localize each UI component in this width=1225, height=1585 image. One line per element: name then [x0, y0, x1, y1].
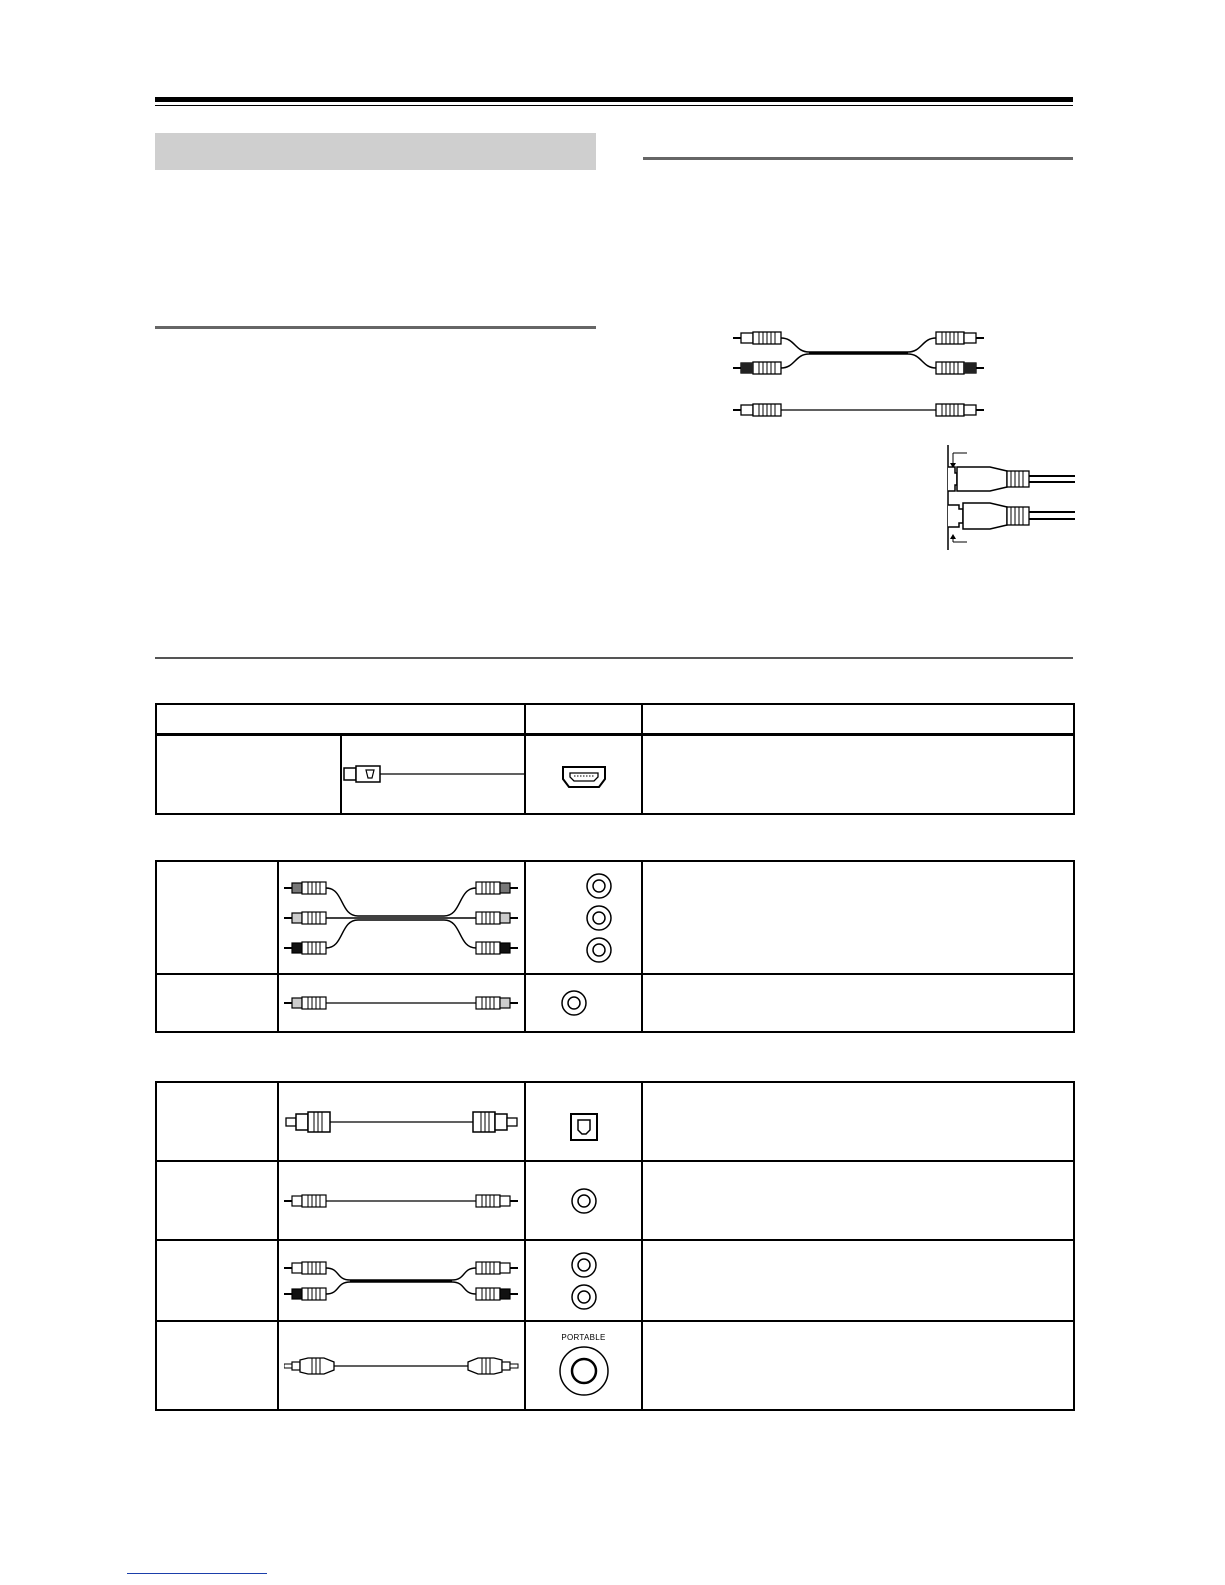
left-section-rule	[155, 326, 596, 329]
header-cell-description	[642, 704, 1074, 735]
header-rule	[155, 97, 1073, 102]
section-heading-bar	[155, 133, 596, 170]
header-cell-jack	[525, 704, 642, 735]
table-row	[156, 1161, 1074, 1240]
video-connections-table	[155, 703, 1075, 815]
cable-name-cell	[156, 735, 341, 814]
table-row	[156, 1082, 1074, 1161]
cable-name-cell	[156, 1161, 278, 1240]
right-section-rule	[643, 157, 1073, 160]
description-cell	[642, 1240, 1074, 1321]
cable-name-cell	[156, 861, 278, 974]
analog-video-table	[155, 860, 1075, 1033]
description-cell	[642, 861, 1074, 974]
minijack-cable-icon	[284, 1354, 519, 1378]
rca-cables-illustration	[733, 328, 988, 423]
cable-image-cell	[278, 974, 525, 1032]
cable-image-cell	[278, 861, 525, 974]
cable-name-cell	[156, 1240, 278, 1321]
cable-name-cell	[156, 1082, 278, 1161]
table-row	[156, 1321, 1074, 1410]
description-cell	[642, 974, 1074, 1032]
description-cell	[642, 735, 1074, 814]
jack-image-cell	[525, 735, 642, 814]
analog-cable-icon	[284, 1256, 519, 1306]
table-row	[156, 974, 1074, 1032]
table-row	[156, 735, 1074, 814]
description-cell	[642, 1321, 1074, 1410]
plug-insertion-illustration	[945, 445, 1075, 550]
description-cell	[642, 1161, 1074, 1240]
coaxial-cable-icon	[284, 1189, 519, 1213]
jack-image-cell	[525, 1240, 642, 1321]
cable-image-cell	[278, 1321, 525, 1410]
table-row	[156, 1240, 1074, 1321]
jack-image-cell	[525, 1082, 642, 1161]
jack-image-cell	[525, 1321, 642, 1410]
cable-image-cell	[278, 1240, 525, 1321]
portable-jack-icon	[557, 1344, 611, 1398]
table-header-row	[156, 704, 1074, 735]
description-cell	[642, 1082, 1074, 1161]
cable-image-cell	[278, 1082, 525, 1161]
analog-jack-icon	[569, 1248, 599, 1314]
cable-image-cell	[278, 1161, 525, 1240]
footer-link-underline	[127, 1573, 267, 1574]
hdmi-cable-icon	[342, 759, 525, 789]
component-jack-icon	[584, 868, 614, 968]
composite-cable-icon	[284, 991, 519, 1015]
cable-name-cell	[156, 1321, 278, 1410]
coaxial-jack-icon	[569, 1186, 599, 1216]
jack-image-cell	[525, 974, 642, 1032]
table-row	[156, 861, 1074, 974]
rca-jack-icon	[559, 988, 589, 1018]
jack-image-cell	[525, 861, 642, 974]
hdmi-jack-icon	[561, 765, 607, 789]
optical-cable-icon	[284, 1107, 519, 1137]
jack-image-cell	[525, 1161, 642, 1240]
component-cable-icon	[284, 873, 519, 963]
portable-jack-label: PORTABLE	[561, 1333, 606, 1342]
cable-image-cell	[341, 735, 526, 814]
audio-connections-table	[155, 1081, 1075, 1411]
header-rule-thin	[155, 105, 1073, 106]
header-cell-cable	[156, 704, 525, 735]
cable-name-cell	[156, 974, 278, 1032]
optical-jack-icon	[569, 1112, 599, 1142]
section-divider	[155, 657, 1073, 659]
